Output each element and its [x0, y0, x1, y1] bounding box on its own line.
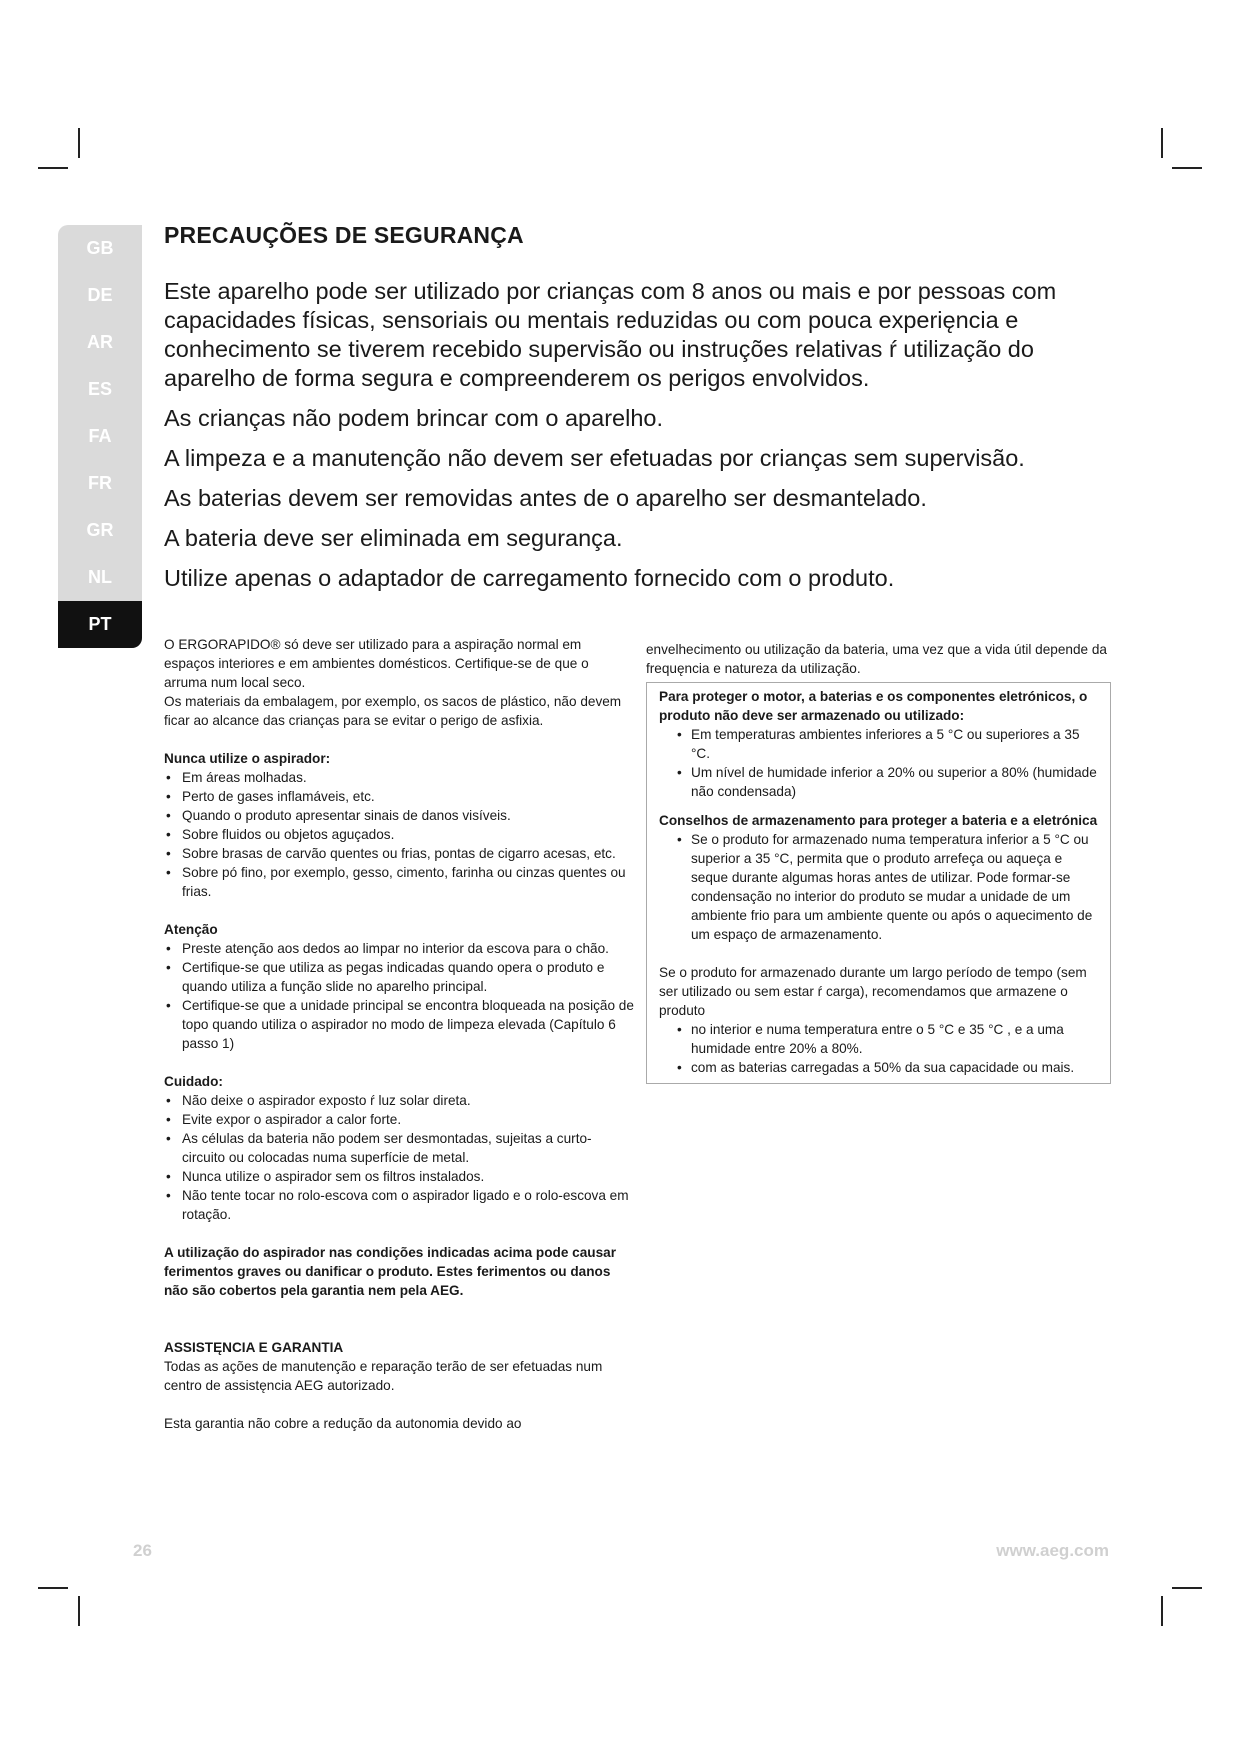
list-item: • Se o produto for armazenado numa temperatura inferior a 5 °C ou superior a 35 °C, permita que o produto arrefeça ou aqueça e seque durante algumas horas antes de utilizar. Pode formar-se condensação no interior do produto se mudar a unidade de um ambiente frio para um ambiente quente ou após o aquecimento de um espaço de armazenamento. [667, 830, 1098, 944]
list-item: • Evite expor o aspirador a calor forte. [164, 1110, 634, 1129]
left-column [164, 635, 634, 1433]
warning-paragraph: A utilização do aspirador nas condições indicadas acima pode causar ferimentos graves ou danificar o produto. Estes ferimentos ou danos não são cobertos pela garantia nem pela AEG. [164, 1245, 617, 1298]
crop-mark [38, 1587, 68, 1589]
storage-info-box [646, 682, 1111, 1084]
never-use-heading: Nunca utilize o aspirador: [164, 751, 331, 766]
intro-paragraph: A bateria deve ser eliminada em segurança. [164, 525, 623, 551]
long-storage-list [659, 1020, 1098, 1077]
protect-heading: Para proteger o motor, a baterias e os componentes eletrónicos, o produto não deve ser armazenado ou utilizado: [659, 689, 1088, 723]
warranty-continued: envelhecimento ou utilização da bateria, uma vez que a vida útil depende da frequęncia e natureza da utilização. [646, 642, 1107, 676]
tab-ar[interactable]: AR [87, 332, 113, 352]
intro-paragraph: A limpeza e a manutenção não devem ser efetuadas por crianças sem supervisão. [164, 445, 1025, 471]
storage-heading: Conselhos de armazenamento para proteger a bateria e a eletrónica [659, 813, 1098, 828]
warranty-paragraph: Esta garantia não cobre a redução da autonomia devido ao [164, 1416, 522, 1431]
long-storage-paragraph: Se o produto for armazenado durante um largo período de tempo (sem ser utilizado ou sem estar ŕ carga), recomendamos que armazene o produto [659, 965, 1087, 1018]
crop-mark [1161, 1596, 1163, 1626]
crop-mark [78, 128, 80, 158]
crop-mark [1172, 167, 1202, 169]
tab-fa[interactable]: FA [88, 426, 112, 446]
list-item: • Em temperaturas ambientes inferiores a 5 °C ou superiores a 35 °C. [667, 725, 1098, 763]
list-item: • Nunca utilize o aspirador sem os filtros instalados. [164, 1167, 634, 1186]
list-item: • Sobre fluidos ou objetos aguçados. [164, 825, 634, 844]
list-item: • Sobre brasas de carvão quentes ou frias, pontas de cigarro acesas, etc. [164, 844, 634, 863]
crop-mark [1172, 1587, 1202, 1589]
list-item: • Perto de gases inflamáveis, etc. [164, 787, 634, 806]
crop-mark [38, 167, 68, 169]
list-item: • Quando o produto apresentar sinais de danos visíveis. [164, 806, 634, 825]
intro-paragraph: Este aparelho pode ser utilizado por crianças com 8 anos ou mais e por pessoas com capacidades físicas, sensoriais ou mentais reduzidas ou com pouca experięncia e conhecimento se tiverem recebido supervisão ou instruções relativas ŕ utilização do aparelho de forma segura e compreenderem os perigos envolvidos. [164, 278, 1057, 391]
assistance-heading: ASSISTĘNCIA E GARANTIA [164, 1340, 344, 1355]
tab-pt-active[interactable]: PT [58, 601, 142, 648]
tab-es[interactable]: ES [87, 379, 112, 399]
intro-paragraph: As baterias devem ser removidas antes de o aparelho ser desmantelado. [164, 485, 927, 511]
intro-paragraph: As crianças não podem brincar com o aparelho. [164, 405, 663, 431]
crop-mark [1161, 128, 1163, 158]
list-item: • Certifique-se que a unidade principal se encontra bloqueada na posição de topo quando utiliza o aspirador no modo de limpeza elevada (Capítulo 6 passo 1) [164, 996, 634, 1053]
attention-list [164, 939, 634, 1053]
tab-gr[interactable]: GR [86, 520, 114, 540]
list-item: • Um nível de humidade inferior a 20% ou superior a 80% (humidade não condensada) [667, 763, 1098, 801]
storage-list [659, 830, 1098, 944]
packaging-paragraph: Os materiais da embalagem, por exemplo, os sacos de plástico, não devem ficar ao alcance das crianças para se evitar o perigo de asfixia. [164, 694, 622, 728]
intro-paragraph: Utilize apenas o adaptador de carregamento fornecido com o produto. [164, 565, 895, 591]
list-item: • no interior e numa temperatura entre o 5 °C e 35 °C , e a uma humidade entre 20% a 80%. [667, 1020, 1098, 1058]
tab-nl[interactable]: NL [88, 567, 112, 587]
protect-list [659, 725, 1098, 801]
list-item: • com as baterias carregadas a 50% da sua capacidade ou mais. [667, 1058, 1098, 1077]
list-item: • Não tente tocar no rolo-escova com o aspirador ligado e o rolo-escova em rotação. [164, 1186, 634, 1224]
assistance-paragraph: Todas as ações de manutenção e reparação terão de ser efetuadas num centro de assistęncia AEG autorizado. [164, 1359, 603, 1393]
intro-section [164, 277, 1124, 604]
care-list [164, 1091, 634, 1224]
never-use-list [164, 768, 634, 901]
care-heading: Cuidado: [164, 1074, 223, 1089]
tab-de[interactable]: DE [87, 285, 113, 305]
crop-mark [78, 1596, 80, 1626]
list-item: • Sobre pó fino, por exemplo, gesso, cimento, farinha ou cinzas quentes ou frias. [164, 863, 634, 901]
list-item: • Em áreas molhadas. [164, 768, 634, 787]
list-item: • Certifique-se que utiliza as pegas indicadas quando opera o produto e quando utiliza a função slide no aparelho principal. [164, 958, 634, 996]
tab-fr[interactable]: FR [88, 473, 112, 493]
language-tabs [58, 225, 142, 648]
usage-paragraph: O ERGORAPIDO® só deve ser utilizado para a aspiração normal em espaços interiores e em ambientes domésticos. Certifique-se de que o arruma num local seco. [164, 637, 589, 690]
attention-heading: Atenção [164, 922, 218, 937]
list-item: • Não deixe o aspirador exposto ŕ luz solar direta. [164, 1091, 634, 1110]
website-link[interactable]: www.aeg.com [996, 1541, 1109, 1560]
list-item: • Preste atenção aos dedos ao limpar no interior da escova para o chão. [164, 939, 634, 958]
list-item: • As células da bateria não podem ser desmontadas, sujeitas a curto-circuito ou colocadas numa superfície de metal. [164, 1129, 634, 1167]
right-column [646, 640, 1111, 1084]
page-number: 26 [133, 1541, 152, 1560]
tab-gb[interactable]: GB [86, 238, 114, 258]
page-title: PRECAUÇÕES DE SEGURANÇA [164, 222, 524, 248]
